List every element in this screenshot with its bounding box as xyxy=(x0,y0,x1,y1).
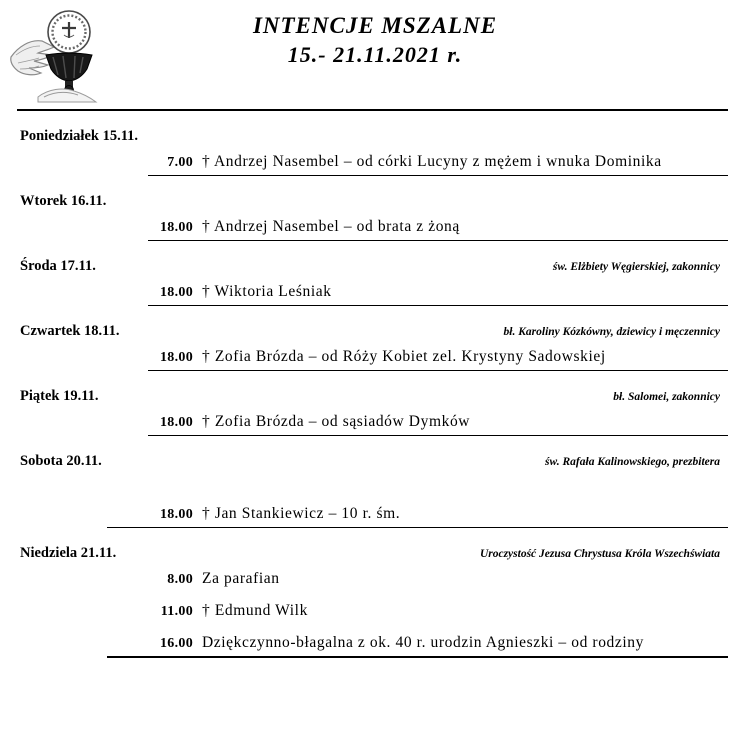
day-heading xyxy=(20,257,722,275)
mass-time: 18.00 xyxy=(160,507,193,522)
header xyxy=(0,12,750,68)
day-heading xyxy=(20,127,722,145)
mass-intention: † Andrzej Nasembel – od brata z żoną xyxy=(202,218,460,235)
mass-intention: † Wiktoria Leśniak xyxy=(202,283,332,300)
day-heading xyxy=(20,544,722,562)
mass-intention: † Zofia Brózda – od sąsiadów Dymków xyxy=(202,413,471,430)
day-name: Środa 17.11. xyxy=(20,258,96,274)
feast-label: św. Elżbiety Węgierskiej, zakonnicy xyxy=(552,261,720,273)
feast-label: bł. Salomei, zakonnicy xyxy=(613,391,720,403)
mass-intention: † Edmund Wilk xyxy=(202,602,308,619)
page-subtitle-dates: 15.- 21.11.2021 r. xyxy=(287,42,463,67)
mass-intention: Za parafian xyxy=(202,570,280,587)
mass-time: 7.00 xyxy=(167,155,193,170)
mass-row xyxy=(148,154,728,176)
mass-time: 18.00 xyxy=(160,415,193,430)
day-heading xyxy=(20,192,722,210)
fabric-sketch xyxy=(38,89,96,102)
feast-label: bł. Karoliny Kózkówny, dziewicy i męczennicy xyxy=(503,326,720,338)
mass-time: 18.00 xyxy=(160,285,193,300)
schedule xyxy=(0,111,750,658)
day-heading xyxy=(20,387,722,405)
mass-time: 11.00 xyxy=(160,604,193,619)
mass-row xyxy=(107,506,728,528)
mass-time: 18.00 xyxy=(160,220,193,235)
mass-intention: † Jan Stankiewicz – 10 r. śm. xyxy=(202,505,401,522)
day-name: Poniedziałek 15.11. xyxy=(20,128,139,144)
mass-row xyxy=(148,349,728,371)
feast-label: św. Rafała Kalinowskiego, prezbitera xyxy=(545,456,720,468)
day-heading xyxy=(20,322,722,340)
mass-intention: † Zofia Brózda – od Róży Kobiet zel. Krystyny Sadowskiej xyxy=(202,348,606,365)
mass-row xyxy=(148,219,728,241)
mass-row xyxy=(107,603,728,624)
mass-time: 16.00 xyxy=(160,636,193,651)
mass-row xyxy=(148,284,728,306)
mass-time: 18.00 xyxy=(160,350,193,365)
day-name: Niedziela 21.11. xyxy=(20,545,117,561)
mass-row xyxy=(107,571,728,592)
feast-label: Uroczystość Jezusa Chrystusa Króla Wszechświata xyxy=(479,548,720,560)
mass-row xyxy=(107,635,728,658)
mass-intention: † Andrzej Nasembel – od córki Lucyny z mężem i wnuka Dominika xyxy=(202,153,662,170)
day-name: Sobota 20.11. xyxy=(20,453,102,469)
mass-intention: Dziękczynno-błagalna z ok. 40 r. urodzin Agnieszki – od rodziny xyxy=(202,634,644,651)
day-name: Wtorek 16.11. xyxy=(20,193,107,209)
mass-row xyxy=(148,414,728,436)
page-title: INTENCJE MSZALNE xyxy=(252,13,498,38)
mass-time: 8.00 xyxy=(167,572,193,587)
day-name: Piątek 19.11. xyxy=(20,388,99,404)
day-name: Czwartek 18.11. xyxy=(20,323,120,339)
day-heading xyxy=(20,452,722,470)
